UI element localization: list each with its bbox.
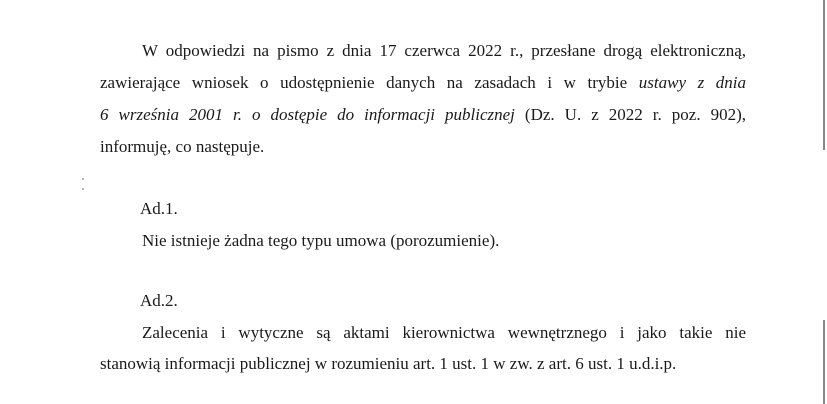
ad1-heading: Ad.1. bbox=[140, 199, 178, 218]
intro-line-2 bbox=[100, 72, 746, 94]
act-title-part-1: ustawy z dnia bbox=[638, 73, 747, 92]
intro-line-1: W odpowiedzi na pismo z dnia 17 czerwca 2022 r., przesłane drogą elektroniczną, bbox=[142, 41, 746, 60]
intro-line-2-text: zawierające wniosek o udostępnienie danych na zasadach i w trybie bbox=[100, 73, 628, 92]
ad2-line-1: Zalecenia i wytyczne są aktami kierownictwa wewnętrznego i jako takie nie bbox=[142, 323, 746, 342]
scan-speck bbox=[82, 178, 84, 180]
journal-reference: (Dz. U. z 2022 r. poz. 902), bbox=[524, 105, 746, 124]
ad1-text: Nie istnieje żadna tego typu umowa (porozumienie). bbox=[142, 231, 500, 250]
scan-edge-mark bbox=[823, 0, 825, 150]
act-title-part-2: 6 września 2001 r. o dostępie do informacji publicznej bbox=[100, 105, 515, 124]
ad2-heading: Ad.2. bbox=[140, 291, 178, 310]
ad2-line-2: stanowią informacji publicznej w rozumieniu art. 1 ust. 1 w zw. z art. 6 ust. 1 u.d.i.p. bbox=[100, 354, 677, 373]
intro-line-4: informuję, co następuje. bbox=[100, 137, 265, 156]
scan-edge-mark bbox=[823, 320, 825, 404]
scan-speck bbox=[82, 188, 84, 190]
intro-line-3 bbox=[100, 104, 746, 126]
